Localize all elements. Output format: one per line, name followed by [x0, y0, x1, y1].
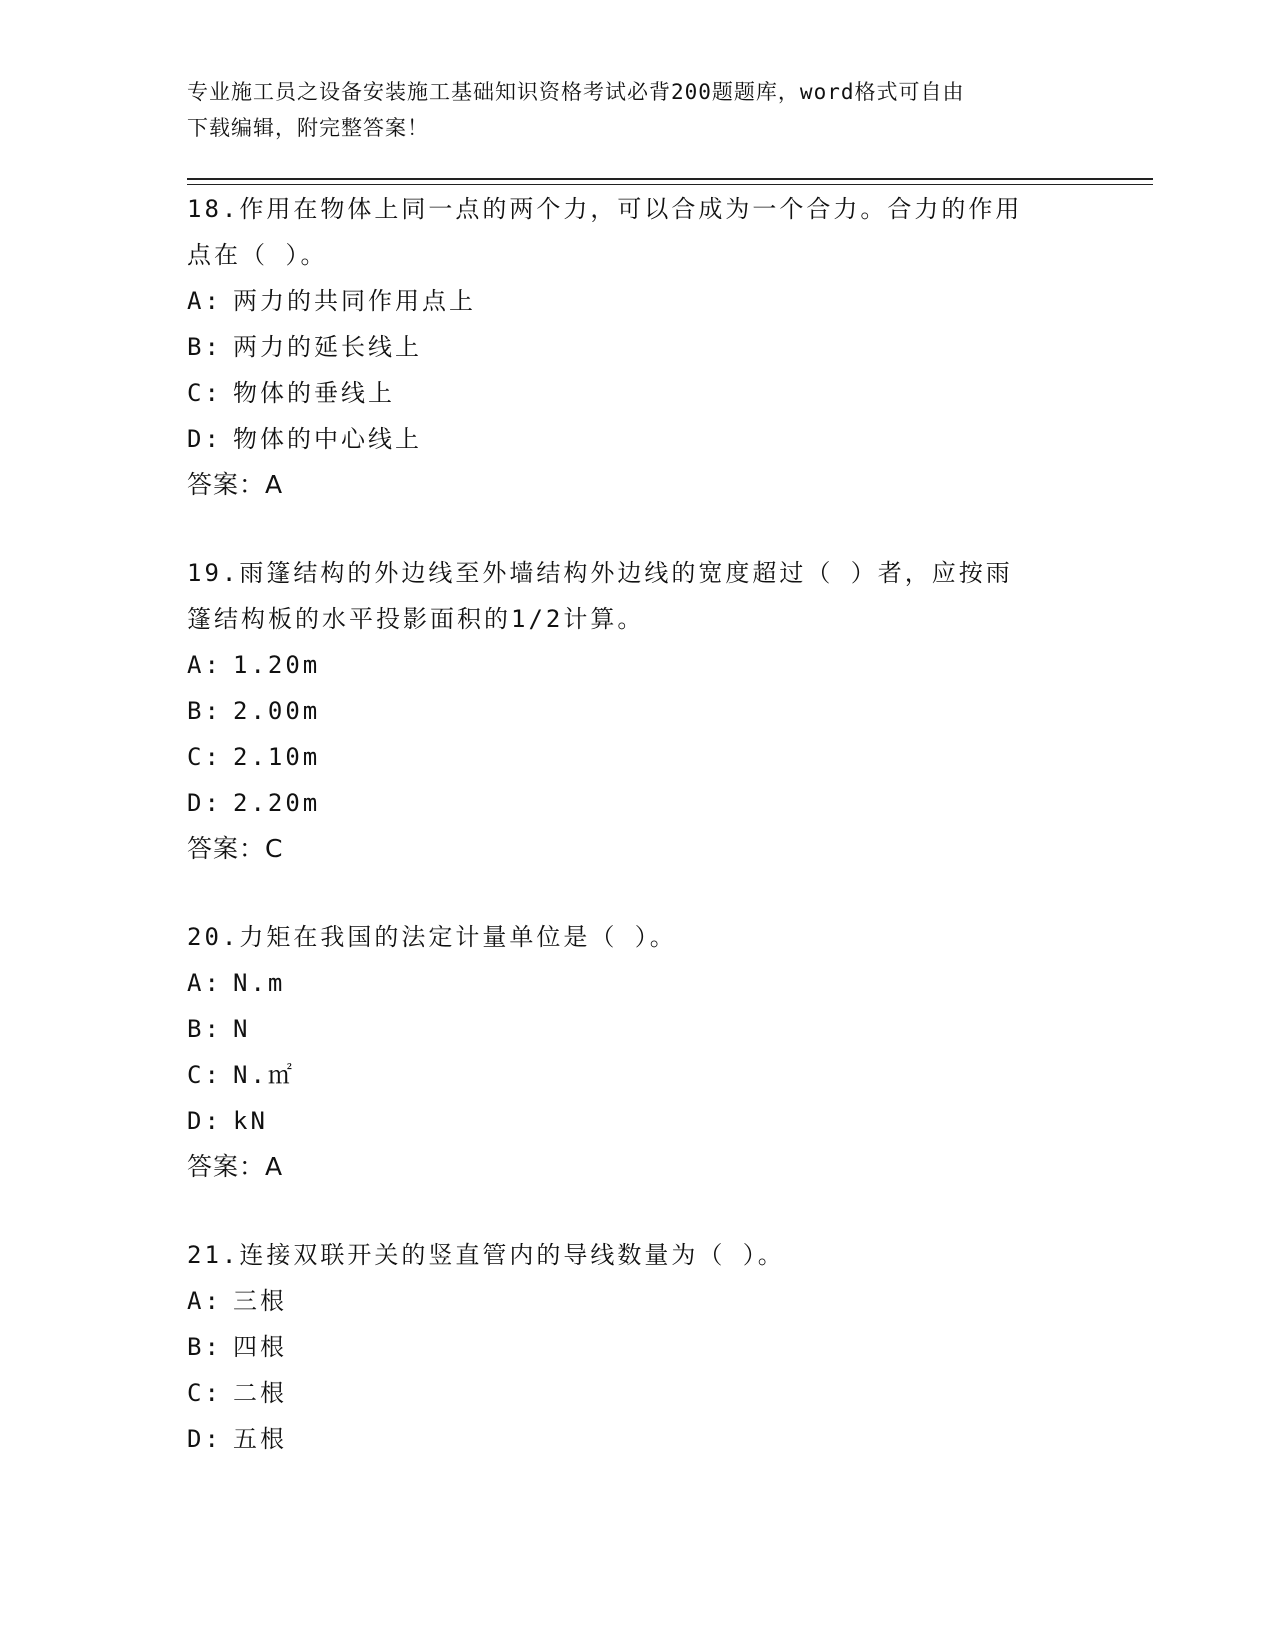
option-key: B: — [187, 1015, 222, 1043]
option-a — [187, 642, 1087, 688]
option-b — [187, 688, 1087, 734]
option-text: 五根 — [233, 1425, 287, 1453]
question-stem — [187, 914, 1087, 960]
option-key: C: — [187, 1379, 222, 1407]
question-stem-line: 点在（ ）。 — [187, 241, 328, 269]
option-d — [187, 1098, 1087, 1144]
option-text: 两力的延长线上 — [233, 333, 422, 361]
question-stem-line: 21.连接双联开关的竖直管内的导线数量为（ ）。 — [187, 1241, 785, 1269]
option-b — [187, 324, 1087, 370]
document-header — [187, 74, 1067, 146]
option-c — [187, 370, 1087, 416]
option-b — [187, 1006, 1087, 1052]
option-b — [187, 1324, 1087, 1370]
option-text: 2.00m — [233, 697, 321, 725]
question-stem — [187, 1232, 1087, 1278]
question-stem-line: 19.雨篷结构的外边线至外墙结构外边线的宽度超过（ ）者，应按雨 — [187, 559, 1013, 587]
option-key: B: — [187, 333, 222, 361]
option-key: B: — [187, 1333, 222, 1361]
header-divider-thin — [187, 184, 1153, 185]
header-divider-thick — [187, 178, 1153, 180]
option-a — [187, 960, 1087, 1006]
option-text: N — [233, 1015, 251, 1043]
question-20 — [187, 914, 1087, 1190]
question-stem-line: 20.力矩在我国的法定计量单位是（ ）。 — [187, 923, 677, 951]
option-a — [187, 278, 1087, 324]
option-text: 二根 — [233, 1379, 287, 1407]
option-a — [187, 1278, 1087, 1324]
option-text: 物体的垂线上 — [233, 379, 395, 407]
option-key: A: — [187, 969, 222, 997]
option-text: 2.10m — [233, 743, 321, 771]
question-stem-line: 篷结构板的水平投影面积的1/2计算。 — [187, 605, 645, 633]
option-key: A: — [187, 651, 222, 679]
question-19 — [187, 550, 1087, 872]
option-key: D: — [187, 1425, 222, 1453]
question-stem-line: 18.作用在物体上同一点的两个力，可以合成为一个合力。合力的作用 — [187, 195, 1023, 223]
option-d — [187, 1416, 1087, 1462]
option-text: N.m — [233, 969, 286, 997]
option-text: 两力的共同作用点上 — [233, 287, 476, 315]
option-d — [187, 780, 1087, 826]
option-key: C: — [187, 1061, 222, 1089]
option-text: 1.20m — [233, 651, 321, 679]
option-text: 三根 — [233, 1287, 287, 1315]
option-key: D: — [187, 1107, 222, 1135]
option-c — [187, 1052, 1087, 1098]
question-21 — [187, 1232, 1087, 1462]
option-c — [187, 734, 1087, 780]
question-18 — [187, 186, 1087, 508]
question-stem — [187, 186, 1087, 278]
question-stem — [187, 550, 1087, 642]
option-key: D: — [187, 425, 222, 453]
header-line-2: 下载编辑，附完整答案！ — [187, 116, 429, 140]
option-text: N.㎡ — [233, 1061, 295, 1089]
option-key: C: — [187, 379, 222, 407]
answer-line: 答案：A — [187, 470, 284, 499]
header-line-1: 专业施工员之设备安装施工基础知识资格考试必背200题题库，word格式可自由 — [187, 80, 965, 104]
answer-line: 答案：A — [187, 1152, 284, 1181]
option-key: D: — [187, 789, 222, 817]
option-key: A: — [187, 1287, 222, 1315]
answer-line: 答案：C — [187, 834, 284, 863]
option-text: 物体的中心线上 — [233, 425, 422, 453]
option-key: A: — [187, 287, 222, 315]
option-text: kN — [233, 1107, 268, 1135]
option-d — [187, 416, 1087, 462]
option-key: C: — [187, 743, 222, 771]
option-text: 四根 — [233, 1333, 287, 1361]
option-key: B: — [187, 697, 222, 725]
option-c — [187, 1370, 1087, 1416]
option-text: 2.20m — [233, 789, 321, 817]
